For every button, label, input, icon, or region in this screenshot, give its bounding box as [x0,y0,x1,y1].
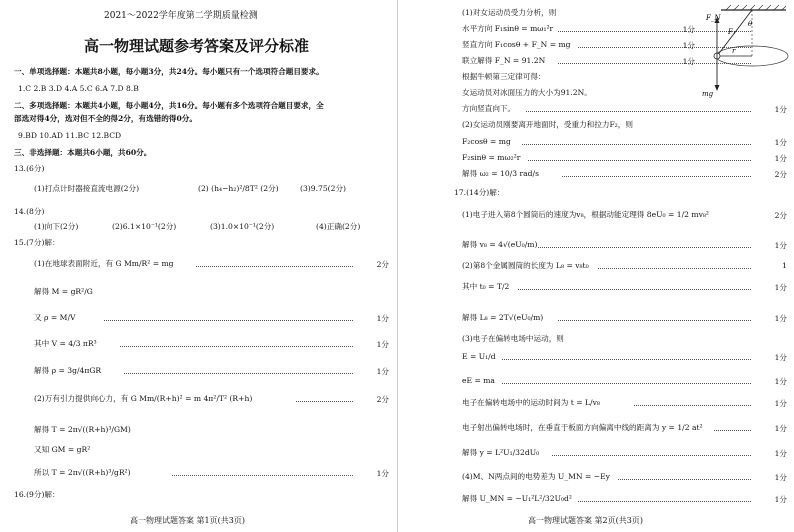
q16-line-7: 方向竖直向下。 [462,104,516,113]
points-m11: 1分 [774,449,787,458]
points-m1: 2分 [774,211,787,220]
points-10: 1分 [774,154,787,163]
answer-page-2 [397,0,794,532]
q17-line-2: 解得 v₈ = 4√(eU₀/m) [462,240,538,249]
points-9: 1分 [376,469,389,478]
arrowhead [715,85,720,91]
label-f1: F₁ [728,28,736,36]
q15-line-8: 又知 GM = gR² [34,445,91,454]
section-2-heading: 二、多项选择题：本题共4小题，每小题4分，共16分。每小题有多个选项符合题目要求，全 [14,101,324,110]
page-title: 高一物理试题参考答案及评分标准 [84,37,310,55]
q16-line-3: 竖直方向 F₁cosθ + F_N = mg [462,40,571,49]
q17-line-5: 解得 L₈ = 2T√(eU₀/m) [462,313,544,322]
points-6: 2分 [376,395,389,404]
points-m5: 1分 [774,314,787,323]
q17-line-13: 解得 U_MN = −U₁²L²/32U₀d² [462,494,572,503]
q17-line-9: 电子在偏转电场中的运动时间为 t = L/v₈ [462,398,600,407]
q17-line-3: (2)第8个金属圆筒的长度为 L₈ = v₈t₀ [462,261,589,270]
q15-line-1: (1)在地球表面附近，有 G Mm/R² = mg [34,259,174,268]
section-2-heading-cont: 部选对得4分，选对但不全的得2分，有选错的得0分。 [14,114,197,123]
q14-part3: (3)1.0×10⁻¹(2分) [210,222,275,231]
leader-dots [172,475,353,476]
section-3-heading: 三、非选择题：本题共6小题，共60分。 [14,148,152,157]
leader-dots [120,346,353,347]
force-diagram [676,4,791,100]
leader-dots [578,501,751,502]
leader-dots [124,373,353,374]
points-m9: 1分 [774,399,787,408]
q16-line-4: 联立解得 F_N = 91.2N [462,56,546,65]
q13-part2: (2) (h₄−h₂)²/8T² (2分) [198,184,279,193]
points-m7: 1分 [774,353,787,362]
points-4: 1分 [376,340,389,349]
q16-line-10: F₂sinθ = mω₂²r [462,153,521,162]
points-m12: 1分 [774,473,787,482]
q15-line-9: 所以 T = 2π√((R+h)³/gR²) [34,468,131,477]
q16-line-5: 根据牛顿第三定律可得： [462,72,546,81]
leader-dots [598,268,751,269]
points-m3: 1 [782,261,787,270]
points-7: 1分 [774,105,787,114]
leader-dots [518,289,751,290]
page-footer: 高一物理试题答案 第1页(共3页) [130,516,245,525]
q17-line-4: 其中 t₀ = T/2 [462,282,510,291]
points-9: 1分 [774,138,787,147]
q17-line-6: (3)电子在偏转电场中运动，则 [462,334,564,343]
q17-line-1: (1)电子进入第8个圆筒后的速度为v₈，根据动能定理得 8eU₀ = 1/2 mv₈² [462,210,709,219]
points-m8: 1分 [774,377,787,386]
points-5: 1分 [376,367,389,376]
q16-line-2: 水平方向 F₁sinθ = mω₁²r [462,24,554,33]
q14-part2: (2)6.1×10⁻¹(2分) [112,222,177,231]
q17-line-7: E = U₁/d [462,352,496,361]
points-1: 2分 [376,260,389,269]
q15-heading: 15.(7分)解： [14,238,60,247]
q14-part4: (4)正确(2分) [316,222,361,231]
points-11: 2分 [774,170,787,179]
q15-line-3: 又 ρ = M/V [34,313,76,322]
q15-line-5: 解得 ρ = 3g/4πGR [34,366,102,375]
points-m13: 1分 [774,495,787,504]
q13-part3: (3)9.75(2分) [300,184,347,193]
label-r: r [732,47,736,55]
q17-line-11: 解得 y = L²U₁/32dU₀ [462,448,540,457]
q17-line-10: 电子射出偏转电场时，在垂直于板面方向偏离中线的距离为 y = 1/2 at² [462,423,703,432]
points-3: 1分 [682,41,695,50]
leader-dots [502,383,751,384]
label-theta: θ [748,20,753,28]
q13-part1: (1)打点计时器接直流电源(2分) [34,184,140,193]
q16-heading: 16.(9分)解： [14,490,60,499]
q15-line-6: (2)万有引力提供向心力，有 G Mm/(R+h)² = m 4π²/T² (R+h) [34,394,253,403]
q13-heading: 13.(6分) [14,164,45,173]
ceiling-hatching [726,5,786,10]
q16-line-9: F₂cosθ = mg [462,137,511,146]
leader-dots [552,455,751,456]
leader-dots [196,266,353,267]
leader-dots [296,401,353,402]
leader-dots [562,176,751,177]
q15-line-7: 解得 T = 2π√((R+h)³/GM) [34,425,131,434]
exam-header: 2021～2022学年度第二学期质量检测 [104,11,258,21]
q16-line-6: 女运动员对冰面压力的大小为91.2N。 [462,88,592,97]
leader-dots [714,430,751,431]
leader-dots [634,405,751,406]
points-2: 1分 [682,25,695,34]
points-4: 1分 [682,57,695,66]
page-footer: 高一物理试题答案 第2页(共3页) [528,516,643,525]
section-1-answers: 1.C 2.B 3.D 4.A 5.C 6.A 7.D 8.B [18,84,139,93]
leader-dots [618,479,751,480]
q17-line-8: eE = ma [462,376,495,385]
leader-dots [558,320,751,321]
q14-heading: 14.(8分) [14,207,45,216]
q16-line-11: 解得 ω₂ = 10/3 rad/s [462,169,539,178]
points-3: 1分 [376,314,389,323]
label-mg: mg [702,90,714,98]
leader-dots [522,144,751,145]
points-m10: 1分 [774,424,787,433]
section-2-answers: 9.BD 10.AD 11.BC 12.BCD [18,131,122,140]
q16-line-1: (1)对女运动员受力分析，则 [462,8,557,17]
leader-dots [104,320,353,321]
q15-line-2: 解得 M = gR²/G [34,287,93,296]
section-1-heading: 一、单项选择题：本题共8小题，每小题3分，共24分。每小题只有一个选项符合题目要求。 [14,67,324,76]
q17-heading: 17.(14分)解： [454,188,505,197]
q14-part1: (1)向下(2分) [34,222,79,231]
leader-dots [526,111,751,112]
q17-line-12: (4)M、N两点间的电势差为 U_MN = −Ey [462,472,610,481]
points-m4: 1分 [774,283,787,292]
label-fn: F_N [706,14,721,22]
leader-dots [528,160,751,161]
q15-line-4: 其中 V = 4/3 πR³ [34,339,97,348]
q16-line-8: (2)女运动员刚要离开地面时，受重力和拉力F₂，则 [462,120,633,129]
leader-dots [538,247,751,248]
points-m2: 1分 [774,241,787,250]
leader-dots [502,359,751,360]
